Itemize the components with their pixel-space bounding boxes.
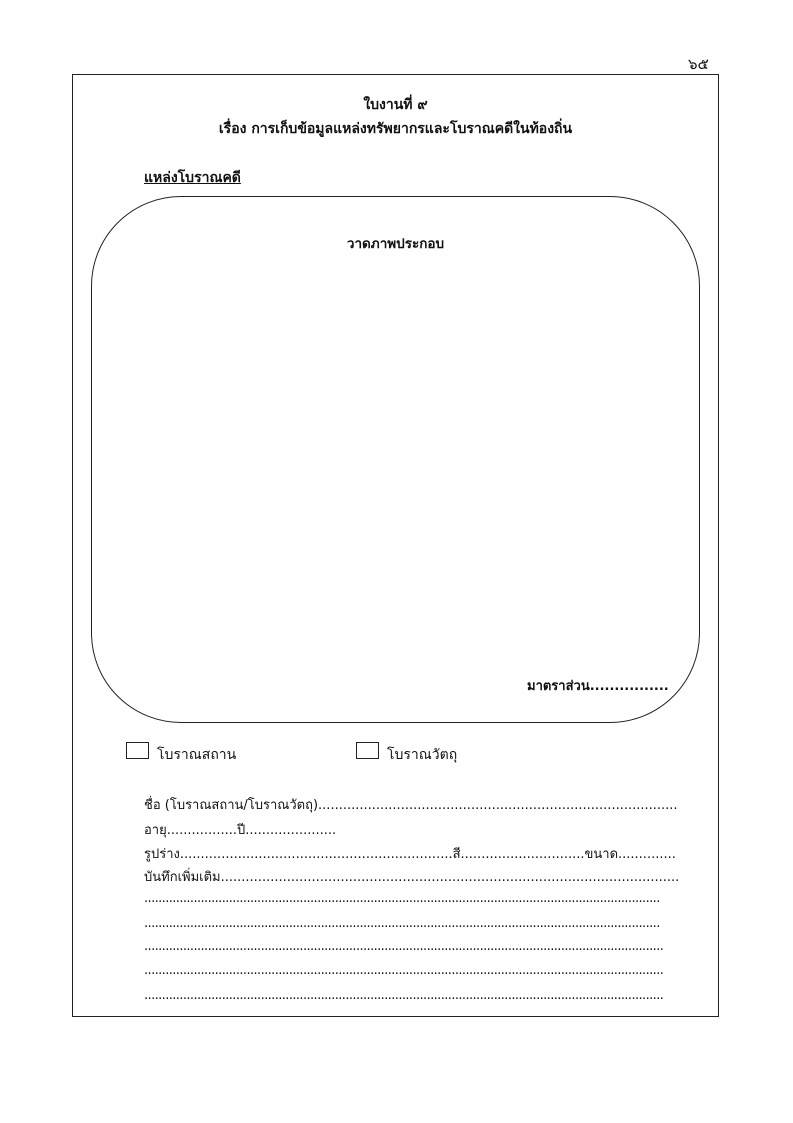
drawing-area[interactable] — [91, 196, 700, 723]
field-age[interactable]: อายุ.................ปี...................... — [144, 823, 337, 838]
checkbox-ancient-site[interactable] — [126, 742, 149, 759]
blank-line[interactable]: ................................................................................................................................................... — [144, 963, 664, 978]
option-label-ancient-artifact: โบราณวัตถุ — [387, 747, 458, 763]
option-label-ancient-site: โบราณสถาน — [157, 747, 237, 763]
blank-line[interactable]: ................................................................................................................................................... — [144, 988, 664, 1003]
field-notes[interactable]: บันทึกเพิ่มเติม............................................................................................................... — [144, 870, 680, 885]
drawing-caption: วาดภาพประกอบ — [346, 236, 445, 252]
checkbox-ancient-artifact[interactable] — [356, 742, 379, 759]
scale-label: มาตราส่วน................ — [527, 679, 669, 694]
blank-line[interactable]: ................................................................................................................................................... — [144, 939, 664, 954]
blank-line[interactable]: .................................................................................................................................................. — [144, 916, 660, 931]
field-shape[interactable]: รูปร่าง..................................................................สี..............................ขนาด.............. — [144, 847, 676, 862]
worksheet-title: ใบงานที่ ๙ — [363, 97, 428, 113]
section-heading: แหล่งโบราณคดี — [144, 170, 241, 186]
field-name[interactable]: ชื่อ (โบราณสถาน/โบราณวัตถุ)....................................................................................... — [144, 798, 678, 813]
page-number: ๖๕ — [688, 55, 709, 73]
blank-line[interactable]: .................................................................................................................................................. — [144, 891, 660, 906]
worksheet-subtitle: เรื่อง การเก็บข้อมูลแหล่งทรัพยากรและโบราณคดีในท้องถิ่น — [218, 121, 573, 137]
